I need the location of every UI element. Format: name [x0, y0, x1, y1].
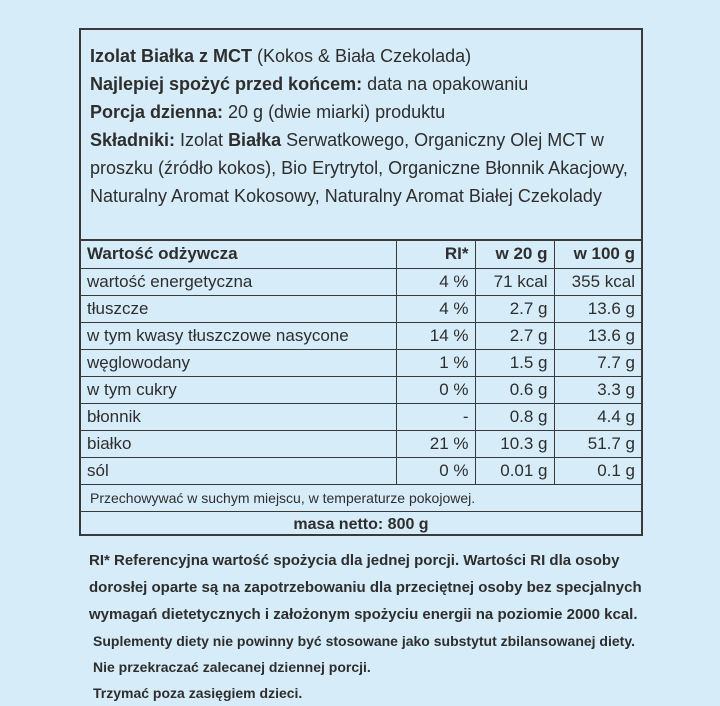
table-row [81, 430, 641, 457]
table-row [81, 457, 641, 484]
nutrient-name: tłuszcze [81, 295, 396, 322]
table-row [81, 376, 641, 403]
nutrient-per-20g: 2.7 g [475, 322, 554, 349]
warnings [93, 628, 693, 706]
header-per-100g: w 100 g [554, 241, 641, 268]
table-row [81, 349, 641, 376]
nutrient-name: węglowodany [81, 349, 396, 376]
table-row [81, 403, 641, 430]
nutrient-ri: 4 % [396, 295, 475, 322]
warning-dose: Nie przekraczać zalecanej dziennej porcji. [93, 659, 371, 675]
nutrient-per-100g: 13.6 g [554, 322, 641, 349]
nutrient-name: błonnik [81, 403, 396, 430]
portion-line: Porcja dzienna: 20 g (dwie miarki) produktu [90, 102, 446, 122]
nutrient-per-100g: 3.3 g [554, 376, 641, 403]
nutrient-name: sól [81, 457, 396, 484]
nutrient-per-20g: 0.01 g [475, 457, 554, 484]
product-name-line: Izolat Białka z MCT (Kokos & Biała Czekolada) [90, 46, 472, 66]
warning-children: Trzymać poza zasięgiem dzieci. [93, 685, 303, 701]
nutrient-name: białko [81, 430, 396, 457]
nutrient-per-20g: 1.5 g [475, 349, 554, 376]
storage-note: Przechowywać w suchym miejscu, w temperaturze pokojowej. [81, 485, 641, 512]
nutrient-per-100g: 7.7 g [554, 349, 641, 376]
net-weight: masa netto: 800 g [293, 515, 429, 533]
nutrient-ri: - [396, 403, 475, 430]
nutrient-name: w tym cukry [81, 376, 396, 403]
table-row [81, 295, 641, 322]
nutrient-name: wartość energetyczna [81, 268, 396, 295]
nutrient-per-20g: 2.7 g [475, 295, 554, 322]
nutrient-ri: 14 % [396, 322, 475, 349]
product-info [81, 30, 641, 241]
nutrient-per-20g: 10.3 g [475, 430, 554, 457]
nutrient-ri: 1 % [396, 349, 475, 376]
best-before-line: Najlepiej spożyć przed końcem: data na opakowaniu [90, 74, 529, 94]
nutrient-per-100g: 51.7 g [554, 430, 641, 457]
nutrient-per-20g: 0.6 g [475, 376, 554, 403]
nutrition-table [81, 241, 641, 485]
ri-footnote: RI* Referencyjna wartość spożycia dla jednej porcji. Wartości RI dla osoby dorosłej oparte są na zapotrzebowaniu dla przeciętnej osoby bez specjalnych wymagań dietetycznych i założonym spożyciu energii na poziomie 2000 kcal. [89, 552, 642, 623]
nutrient-ri: 4 % [396, 268, 475, 295]
header-per-20g: w 20 g [475, 241, 554, 268]
nutrient-ri: 0 % [396, 457, 475, 484]
nutrient-per-20g: 0.8 g [475, 403, 554, 430]
header-nutrient: Wartość odżywcza [81, 241, 396, 268]
nutrient-name: w tym kwasy tłuszczowe nasycone [81, 322, 396, 349]
header-ri: RI* [396, 241, 475, 268]
warning-substitute: Suplementy diety nie powinny być stosowane jako substytut zbilansowanej diety. [93, 633, 635, 649]
nutrient-per-100g: 0.1 g [554, 457, 641, 484]
ingredients-line: Składniki: Izolat Białka Serwatkowego, Organiczny Olej MCT w proszku (źródło kokos), Bio Erytrytol, Organiczne Błonnik Akacjowy, Naturalny Aromat Kokosowy, Naturalny Aromat Białej Czekolady [90, 130, 628, 206]
table-row [81, 268, 641, 295]
nutrient-ri: 0 % [396, 376, 475, 403]
table-header-row [81, 241, 641, 268]
nutrient-per-100g: 13.6 g [554, 295, 641, 322]
nutrient-per-100g: 355 kcal [554, 268, 641, 295]
nutrient-per-100g: 4.4 g [554, 403, 641, 430]
nutrition-label [79, 28, 643, 536]
nutrient-ri: 21 % [396, 430, 475, 457]
table-row [81, 322, 641, 349]
nutrient-per-20g: 71 kcal [475, 268, 554, 295]
